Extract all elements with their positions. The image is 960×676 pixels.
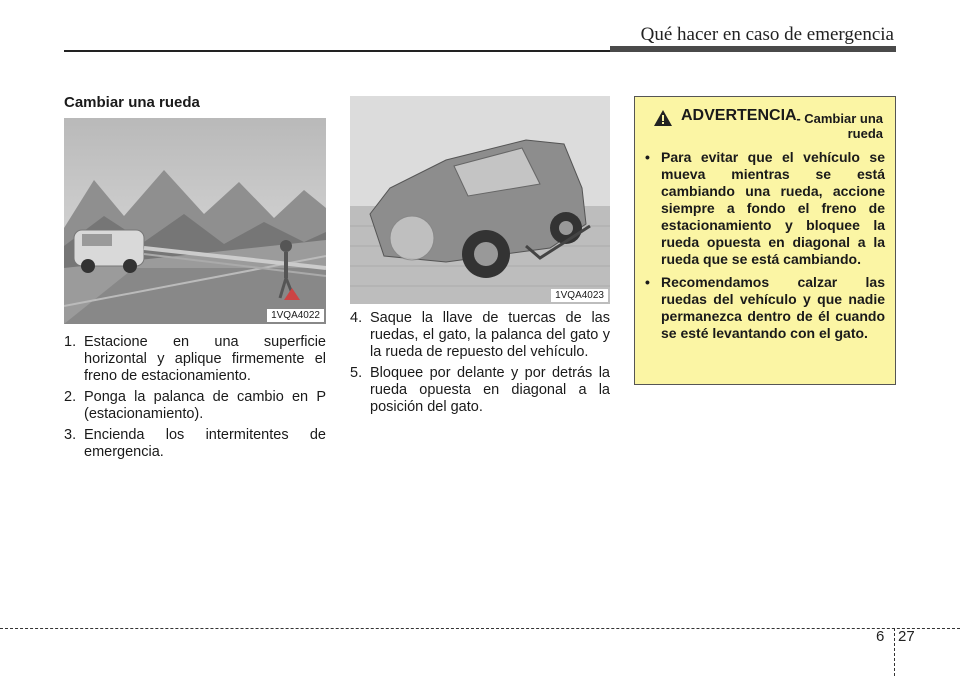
warning-list (645, 149, 885, 342)
step-item: 4. Saque la llave de tuercas de las ruedas, el gato, la palanca del gato y la rueda de repuesto del vehículo. (350, 310, 610, 360)
step-item: 1. Estacione en una superficie horizontal y aplique firmemente el freno de estacionamiento. (64, 334, 326, 384)
section-title: Cambiar una rueda (64, 94, 200, 111)
warning-subtitle: - Cambiar una rueda (796, 111, 883, 141)
header-bar (610, 46, 896, 52)
warning-item: • Recomendamos calzar las ruedas del vehículo y que nadie permanezca dentro de él cuando se esté levantando con el gato. (645, 274, 885, 341)
figure-code: 1VQA4023 (551, 289, 608, 302)
warning-triangle-icon (653, 109, 673, 127)
footer-rule (0, 628, 960, 629)
steps-list-col2 (350, 310, 610, 420)
header-rule (64, 50, 610, 52)
figure-car-on-jack (350, 96, 610, 304)
page-number: 27 (898, 628, 915, 645)
steps-list-col1 (64, 334, 326, 465)
roadside-car-parked-illustration (64, 118, 326, 324)
warning-item: • Para evitar que el vehículo se mueva mientras se está cambiando una rueda, accione siempre a fondo el freno de estacionamiento y bloquee la rueda opuesta en diagonal a la rueda que se está cambiando. (645, 149, 885, 267)
footer-divider (894, 628, 895, 676)
step-item: 5. Bloquee por delante y por detrás la rueda opuesta en diagonal a la posición del gato. (350, 365, 610, 415)
page-header-title: Qué hacer en caso de emergencia (640, 24, 894, 45)
chapter-number: 6 (876, 628, 885, 645)
figure-code: 1VQA4022 (267, 309, 324, 322)
step-item: 2. Ponga la palanca de cambio en P (estacionamiento). (64, 389, 326, 422)
car-on-jack-illustration (350, 96, 610, 304)
figure-roadside-parked-car (64, 118, 326, 324)
warning-title: ADVERTENCIA (681, 107, 797, 124)
warning-box (634, 96, 896, 385)
step-item: 3. Encienda los intermitentes de emergencia. (64, 427, 326, 460)
warning-header (645, 105, 885, 145)
